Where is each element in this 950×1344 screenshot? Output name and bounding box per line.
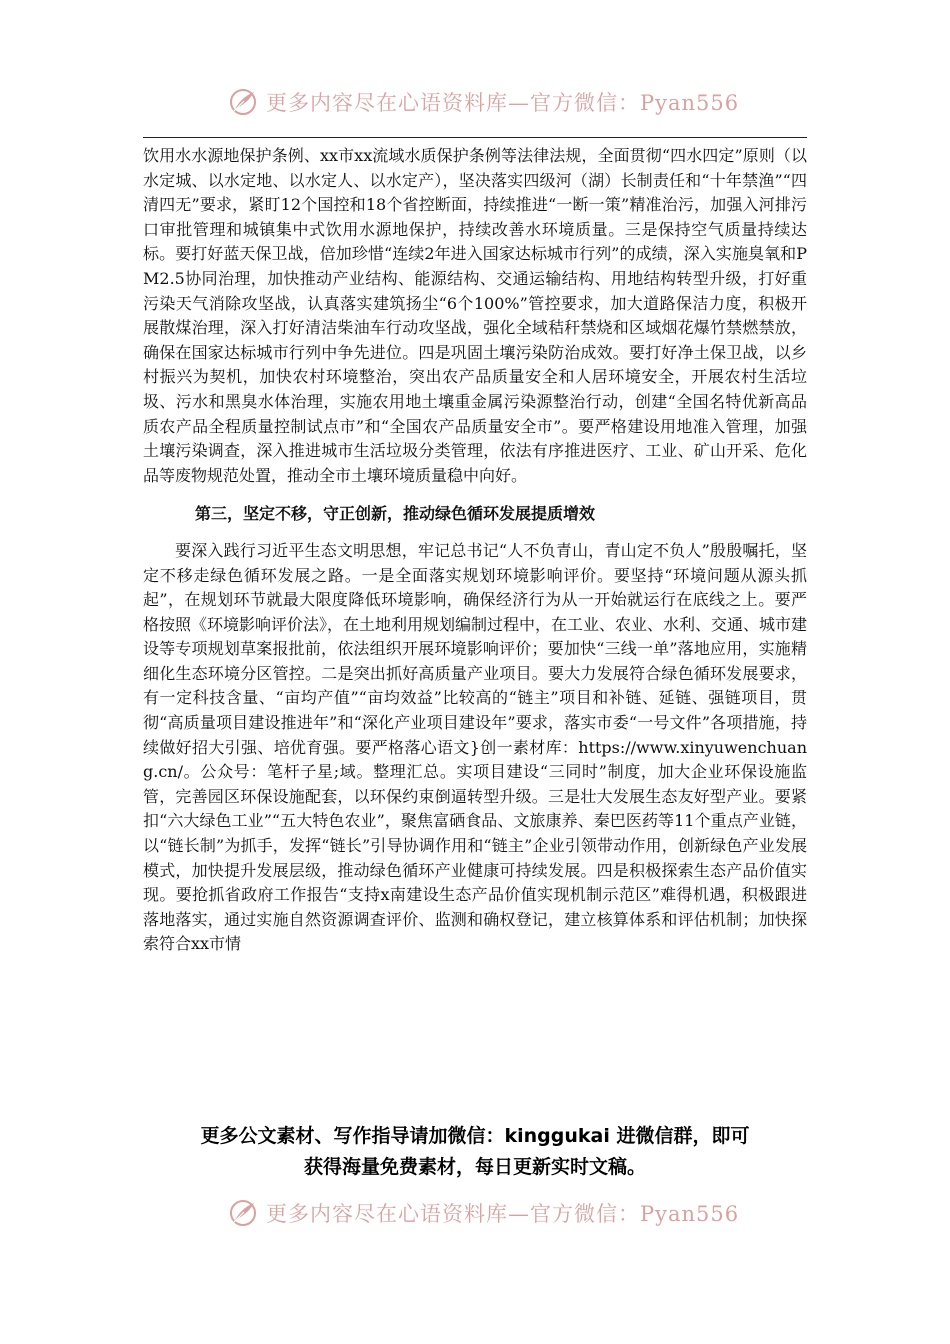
section-heading: 第三，坚定不移，守正创新，推动绿色循环发展提质增效 bbox=[195, 504, 596, 524]
promo-banner bbox=[143, 1121, 807, 1183]
header-watermark bbox=[228, 84, 739, 120]
body-paragraph: 饮用水水源地保护条例、xx市xx流域水质保护条例等法律法规，全面贯彻“四水四定”原则（以水定城、以水定地、以水定人、以水定产），坚决落实四级河（湖）长制责任和“十年禁渔”“四清四无”要求，紧盯12个国控和18个省控断面，持续推进“一断一策”精准治污，加强入河排污口审批管理和城镇集中式饮用水源地保护，持续改善水环境质量。三是保持空气质量持续达标。要打好蓝天保卫战，倍加珍惜“连续2年进入国家达标城市行列”的成绩，深入实施臭氧和PM2.5协同治理，加快推动产业结构、能源结构、交通运输结构、用地结构转型升级，打好重污染天气消除攻坚战，认真落实建筑扬尘“6个100%”管控要求，加大道路保洁力度，积极开展散煤治理，深入打好清洁柴油车行动攻坚战，强化全域秸秆禁烧和区域烟花爆竹禁燃禁放，确保在国家达标城市行列中争先进位。四是巩固土壤污染防治成效。要打好净土保卫战，以乡村振兴为契机，加快农村环境整治，突出农产品质量安全和人居环境安全，开展农村生活垃圾、污水和黑臭水体治理，实施农用地土壤重金属污染源整治行动，创建“全国名特优新高品质农产品全程质量控制试点市”和“全国农产品质量安全市”。要严格建设用地准入管理，加强土壤污染调查，深入推进城市生活垃圾分类管理，依法有序推进医疗、工业、矿山开采、危化品等废物规范处置，推动全市土壤环境质量稳中向好。 bbox=[143, 146, 807, 485]
feather-quill-logo-icon bbox=[228, 87, 258, 117]
watermark-text: 更多内容尽在心语资料库—官方微信：Pyan556 bbox=[266, 1202, 740, 1226]
promo-line: 获得海量免费素材，每日更新实时文稿。 bbox=[303, 1156, 646, 1178]
document-body bbox=[143, 144, 807, 957]
body-paragraph: 要深入践行习近平生态文明思想，牢记总书记“人不负青山，青山定不负人”殷殷嘱托，坚定不移走绿色循环发展之路。一是全面落实规划环境影响评价。要坚持“环境问题从源头抓起”，在规划环节就最大限度降低环境影响，确保经济行为从一开始就运行在底线之上。要严格按照《环境影响评价法》，在土地利用规划编制过程中，在工业、农业、水利、交通、城市建设等专项规划草案报批前，依法组织开展环境影响评价；要加快“三线一单”落地应用，实施精细化生态环境分区管控。二是突出抓好高质量产业项目。要大力发展符合绿色循环发展要求，有一定科技含量、“亩均产值”“亩均效益”比较高的“链主”项目和补链、延链、强链项目，贯彻“高质量项目建设推进年”和“深化产业项目建设年”要求，落实市委“一号文件”各项措施，持续做好招大引强、培优育强。要严格落心语文}创一素材库：https://www.xinyuwenchuang.cn/。公众号：笔杆子星;域。整理汇总。实项目建设“三同时”制度，加大企业环保设施监管，完善园区环保设施配套，以环保约束倒逼转型升级。三是壮大发展生态友好型产业。要紧扣“六大绿色工业”“五大特色农业”，聚焦富硒食品、文旅康养、秦巴医药等11个重点产业链，以“链长制”为抓手，发挥“链长”引导协调作用和“链主”企业引领带动作用，创新绿色产业发展模式，加快提升发展层级，推动绿色循环产业健康可持续发展。四是积极探索生态产品价值实现。要抢抓省政府工作报告“支持x南建设生态产品价值实现机制示范区”难得机遇，积极跟进落地落实，通过实施自然资源调查评价、监测和确权登记，建立核算体系和评估机制；加快探索符合xx市情 bbox=[143, 540, 808, 954]
header-divider bbox=[143, 137, 807, 138]
footer-watermark bbox=[228, 1195, 739, 1231]
watermark-text: 更多内容尽在心语资料库—官方微信：Pyan556 bbox=[266, 91, 740, 115]
feather-quill-logo-icon bbox=[228, 1198, 258, 1228]
promo-line: 更多公文素材、写作指导请加微信：kinggukai 进微信群，即可 bbox=[200, 1125, 750, 1147]
